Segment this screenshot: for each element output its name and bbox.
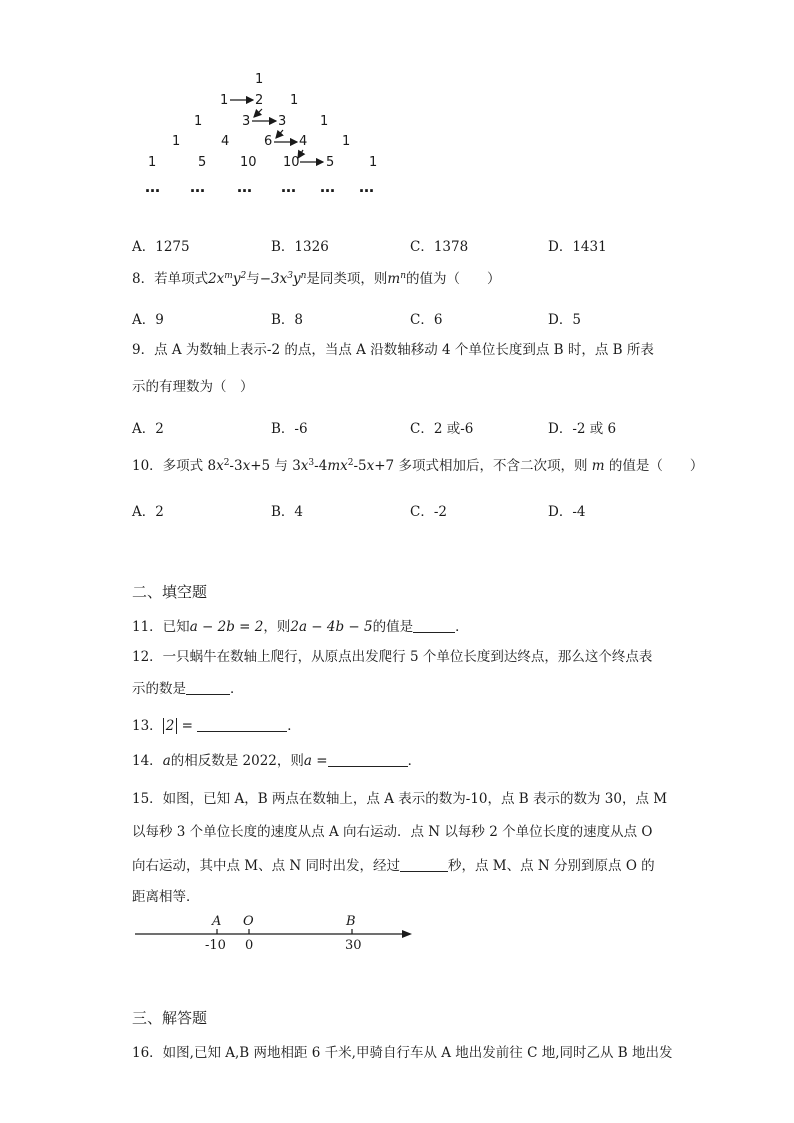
triangle-number: 1 — [172, 134, 181, 149]
q10-option-c[interactable]: C．-2 — [410, 504, 447, 520]
q9-line1: 9．点 A 为数轴上表示-2 的点，当点 A 沿数轴移动 4 个单位长度到点 B 时，点 B 所表 — [132, 342, 654, 358]
triangle-number: 1 — [255, 72, 264, 87]
label-a: A — [212, 914, 222, 929]
q10-suffix: 多项式相加后，不含二次项，则 — [398, 458, 588, 474]
q13-prefix: 13． — [132, 718, 163, 734]
q10-mid: 与 3 — [274, 458, 301, 474]
q11-mid: ，则 — [263, 619, 291, 635]
q8-option-a[interactable]: A．9 — [132, 312, 164, 328]
triangle-number: 5 — [198, 155, 207, 170]
q15-line4: 距离相等． — [132, 889, 200, 905]
q8-option-b[interactable]: B．8 — [271, 312, 304, 328]
q13-end: ． — [287, 718, 301, 734]
ellipsis: … — [281, 178, 297, 196]
q8-option-c[interactable]: C．6 — [410, 312, 443, 328]
q10-option-b[interactable]: B．4 — [271, 504, 304, 520]
q14-mid: 的相反数是 2022，则 — [170, 753, 304, 769]
q10-option-a[interactable]: A．2 — [132, 504, 164, 520]
q13-equals: = — [177, 718, 198, 734]
q15-line2: 以每秒 3 个单位长度的速度从点 A 向右运动．点 N 以每秒 2 个单位长度的速度从点 O — [132, 824, 653, 840]
q15-line3-suffix: 秒，点 M、点 N 分别到原点 O 的 — [448, 858, 655, 874]
q7-option-d[interactable]: D．1431 — [548, 239, 607, 255]
ellipsis: … — [145, 178, 161, 196]
label-b: B — [346, 914, 356, 929]
q11-equation: a − 2b = 2 — [189, 619, 264, 635]
q14-variable: a — [162, 753, 171, 769]
q9-option-c[interactable]: C．2 或-6 — [410, 421, 474, 437]
triangle-number: 1 — [320, 114, 329, 129]
triangle-number: 5 — [326, 155, 335, 170]
q8-prefix: 8．若单项式 — [132, 271, 209, 287]
q12-line2-text: 示的数是 — [132, 681, 186, 697]
triangle-number: 10 — [283, 155, 300, 170]
ellipsis: … — [237, 178, 253, 196]
triangle-number: 4 — [299, 134, 308, 149]
q11-suffix: 的值是 — [372, 619, 414, 635]
q7-option-c[interactable]: C．1378 — [410, 239, 469, 255]
absolute-value: 2 — [163, 718, 178, 734]
triangle-number: 3 — [278, 114, 287, 129]
q9-option-a[interactable]: A．2 — [132, 421, 164, 437]
triangle-number: 1 — [148, 155, 157, 170]
q9-option-b[interactable]: B．-6 — [271, 421, 308, 437]
q7-option-a[interactable]: A．1275 — [132, 239, 190, 255]
arrowhead-icon — [402, 930, 412, 938]
q11-prefix: 11．已知 — [132, 619, 190, 635]
q16-line1: 16．如图,已知 A,B 两地相距 6 千米,甲骑自行车从 A 地出发前往 C 地,同时乙从 B 地出发 — [132, 1045, 673, 1061]
q10-prefix: 10．多项式 8 — [132, 458, 217, 474]
value-neg10: -10 — [205, 938, 226, 953]
triangle-number: 1 — [220, 93, 229, 108]
label-o: O — [243, 914, 254, 929]
q8-option-d[interactable]: D．5 — [548, 312, 581, 328]
q14-equals: a = — [303, 753, 328, 769]
triangle-number: 3 — [242, 114, 251, 129]
ellipsis: … — [359, 178, 375, 196]
ellipsis: … — [320, 178, 336, 196]
q8-mid: 与 — [246, 271, 260, 287]
triangle-number: 6 — [264, 134, 273, 149]
section-title-fill-in: 二、填空题 — [132, 583, 208, 601]
value-0: 0 — [245, 938, 254, 953]
triangle-number: 10 — [240, 155, 257, 170]
q10-stem: 10．多项式 $8x^2-3x+5$ 与 $3x^3-4mx^2-5x+7$ 多项式相加后，不含二次项，则 m 的值是（ ） — [132, 458, 704, 474]
q9-option-d[interactable]: D．-2 或 6 — [548, 421, 617, 437]
q8-stem: 8．若单项式$2x^my^2$与$-3x^3y^n$是同类项，则$m^n$的值为（ ） — [132, 271, 501, 287]
triangle-number: 2 — [255, 93, 264, 108]
q7-option-b[interactable]: B．1326 — [271, 239, 329, 255]
triangle-number: 1 — [342, 134, 351, 149]
q12-line1: 12．一只蜗牛在数轴上爬行，从原点出发爬行 5 个单位长度到达终点，那么这个终点表 — [132, 649, 653, 665]
triangle-number: 1 — [290, 93, 299, 108]
triangle-number: 1 — [369, 155, 378, 170]
q12-end: ． — [230, 681, 244, 697]
q15-line1: 15．如图，已知 A，B 两点在数轴上，点 A 表示的数为-10，点 B 表示的数为 30，点 M — [132, 791, 668, 807]
triangle-number: 1 — [194, 114, 203, 129]
ellipsis: … — [190, 178, 206, 196]
value-30: 30 — [345, 938, 362, 953]
q9-line2: 示的有理数为（ ） — [132, 379, 254, 395]
triangle-number: 4 — [221, 134, 230, 149]
q10-option-d[interactable]: D．-4 — [548, 504, 586, 520]
q14-prefix: 14． — [132, 753, 163, 769]
q15-line3-prefix: 向右运动，其中点 M、点 N 同时出发，经过 — [132, 858, 401, 874]
q11-end: ． — [455, 619, 469, 635]
q8-end: 的值为（ ） — [406, 271, 501, 287]
q8-suffix: 是同类项，则 — [306, 271, 388, 287]
section-title-solve: 三、解答题 — [132, 1009, 208, 1027]
q10-end: 的值是（ ） — [608, 458, 704, 474]
q11-expression: 2a − 4b − 5 — [290, 619, 373, 635]
q14-end: ． — [407, 753, 422, 769]
